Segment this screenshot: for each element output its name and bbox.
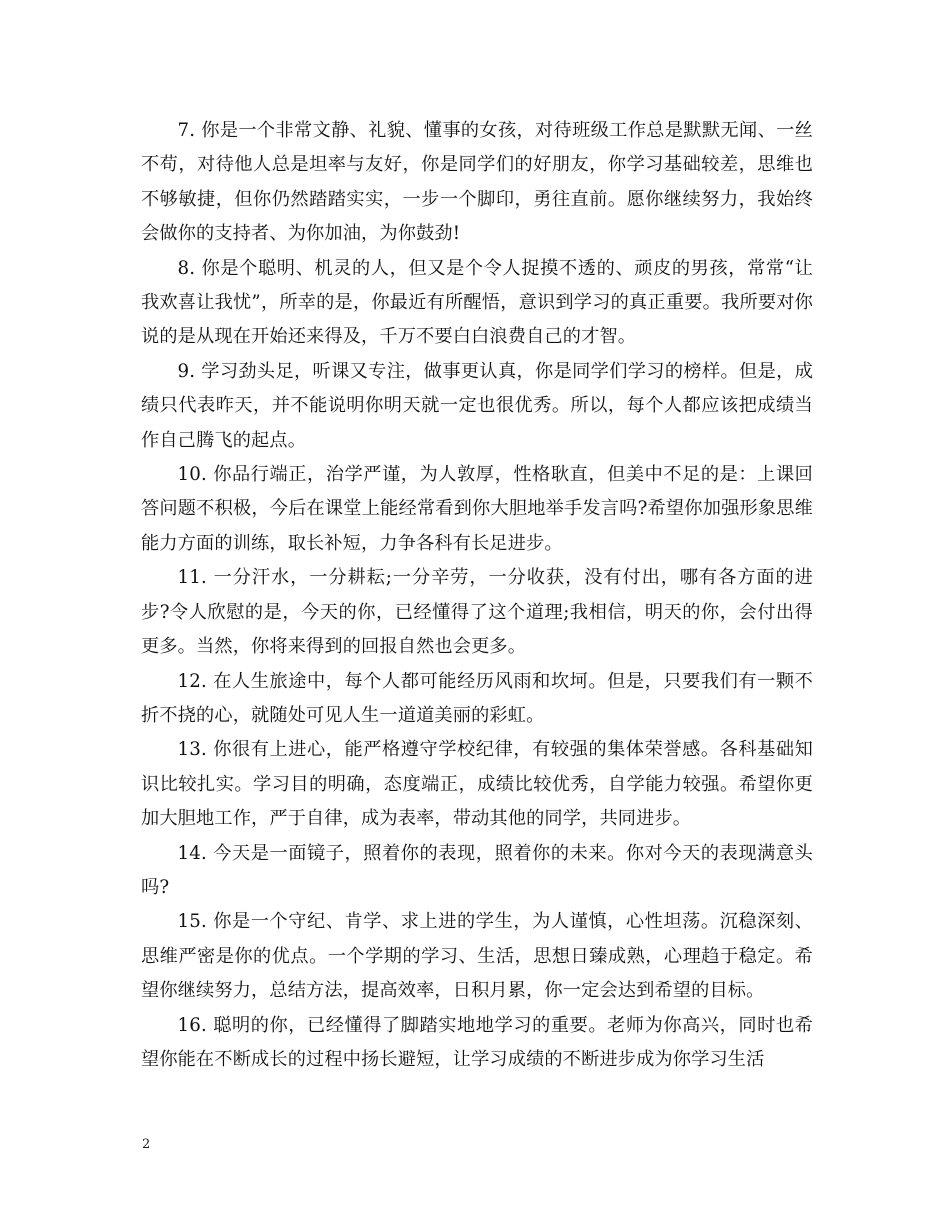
paragraph-12: 12. 在人生旅途中，每个人都可能经历风雨和坎坷。但是，只要我们有一颗不折不挠的心，就随处可见人生一道道美丽的彩虹。 [141, 670, 813, 726]
paragraph-7: 7. 你是一个非常文静、礼貌、懂事的女孩，对待班级工作总是默默无闻、一丝不苟，对待他人总是坦率与友好，你是同学们的好朋友，你学习基础较差，思维也不够敏捷，但你仍然踏踏实实，一步一个脚印，勇往直前。愿你继续努力，我始终会做你的支持者、为你加油，为你鼓劲! [141, 120, 813, 245]
paragraph-14: 14. 今天是一面镜子，照着你的表现，照着你的未来。你对今天的表现满意头吗? [141, 842, 813, 898]
paragraph-15: 15. 你是一个守纪、肯学、求上进的学生，为人谨慎，心性坦荡。沉稳深刻、思维严密是你的优点。一个学期的学习、生活，思想日臻成熟，心理趋于稳定。希望你继续努力，总结方法，提高效率，日积月累，你一定会达到希望的目标。 [141, 911, 813, 1002]
paragraph-8: 8. 你是个聪明、机灵的人，但又是个令人捉摸不透的、顽皮的男孩，常常“让我欢喜让我忧”，所幸的是，你最近有所醒悟，意识到学习的真正重要。我所要对你说的是从现在开始还来得及，千万不要白白浪费自己的才智。 [141, 257, 813, 348]
paragraph-13: 13. 你很有上进心，能严格遵守学校纪律，有较强的集体荣誉感。各科基础知识比较扎实。学习目的明确，态度端正，成绩比较优秀，自学能力较强。希望你更加大胆地工作，严于自律，成为表率，带动其他的同学，共同进步。 [141, 739, 813, 830]
paragraph-16: 16. 聪明的你，已经懂得了脚踏实地地学习的重要。老师为你高兴，同时也希望你能在不断成长的过程中扬长避短，让学习成绩的不断进步成为你学习生活 [141, 1014, 813, 1070]
document-body [141, 114, 813, 1077]
paragraph-11: 11. 一分汗水，一分耕耘;一分辛劳，一分收获，没有付出，哪有各方面的进步?令人欣慰的是，今天的你，已经懂得了这个道理;我相信，明天的你，会付出得更多。当然，你将来得到的回报自然也会更多。 [141, 567, 813, 658]
paragraph-9: 9. 学习劲头足，听课又专注，做事更认真，你是同学们学习的榜样。但是，成绩只代表昨天，并不能说明你明天就一定也很优秀。所以，每个人都应该把成绩当作自己腾飞的起点。 [141, 360, 813, 451]
paragraph-10: 10. 你品行端正，治学严谨，为人敦厚，性格耿直，但美中不足的是：上课回答问题不积极，今后在课堂上能经常看到你大胆地举手发言吗?希望你加强形象思维能力方面的训练，取长补短，力争各科有长足进步。 [141, 464, 813, 554]
page-number: 2 [142, 1137, 151, 1152]
